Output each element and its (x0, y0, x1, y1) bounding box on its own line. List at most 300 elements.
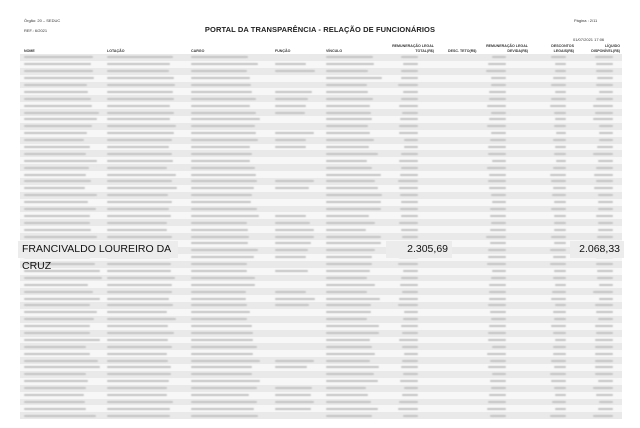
blurred-cell (107, 373, 171, 375)
blurred-cell (599, 125, 613, 127)
col-liquido: LÍQUIDO DISPONÍVEL(R$) (591, 44, 620, 53)
col-nome: NOME (24, 48, 35, 53)
blurred-cell (191, 125, 255, 127)
blurred-cell (404, 353, 418, 355)
table-row (20, 302, 622, 309)
blurred-cell (326, 353, 375, 355)
blurred-cell (552, 291, 566, 293)
blurred-cell (191, 146, 250, 148)
blurred-cell (490, 311, 506, 313)
table-row (20, 261, 622, 268)
blurred-cell (191, 167, 255, 169)
blurred-cell (107, 167, 167, 169)
blurred-cell (399, 105, 418, 107)
blurred-cell (107, 132, 174, 134)
blurred-cell (191, 408, 254, 410)
blurred-cell (275, 401, 314, 403)
blurred-cell (595, 353, 613, 355)
blurred-cell (326, 112, 371, 114)
page-number: Página : 2/11 (574, 18, 598, 23)
blurred-cell (554, 387, 566, 389)
table-row (20, 343, 622, 350)
blurred-cell (593, 291, 613, 293)
blurred-cell (488, 63, 506, 65)
table-row (20, 75, 622, 82)
blurred-cell (24, 401, 85, 403)
blurred-cell (107, 153, 172, 155)
blurred-cell (107, 380, 169, 382)
blurred-cell (107, 353, 167, 355)
blurred-cell (191, 187, 254, 189)
blurred-cell (191, 311, 250, 313)
blurred-cell (107, 332, 174, 334)
col-rem-total: REMUNERAÇÃO LEGAL TOTAL(R$) (392, 44, 434, 53)
blurred-cell (490, 229, 506, 231)
blurred-cell (191, 339, 253, 341)
blurred-cell (24, 229, 91, 231)
blurred-cell (326, 332, 379, 334)
blurred-cell (489, 91, 506, 93)
blurred-cell (191, 318, 247, 320)
blurred-cell (326, 298, 380, 300)
blurred-cell (488, 153, 506, 155)
blurred-cell (326, 222, 375, 224)
blurred-cell (401, 277, 418, 279)
blurred-cell (326, 194, 382, 196)
col-vinculo: VÍNCULO (326, 48, 343, 53)
blurred-cell (403, 270, 418, 272)
blurred-cell (191, 332, 253, 334)
blurred-cell (24, 346, 86, 348)
table-row (20, 233, 622, 240)
blurred-cell (107, 325, 168, 327)
table-row (20, 268, 622, 275)
blurred-cell (24, 139, 84, 141)
blurred-cell (326, 236, 381, 238)
blurred-cell (107, 270, 171, 272)
blurred-cell (402, 291, 418, 293)
blurred-cell (491, 84, 506, 86)
blurred-cell (107, 160, 173, 162)
blurred-cell (398, 84, 418, 86)
blurred-cell (24, 318, 94, 320)
blurred-cell (488, 332, 506, 334)
table-row (20, 164, 622, 171)
blurred-cell (594, 187, 613, 189)
blurred-cell (24, 360, 98, 362)
blurred-cell (398, 408, 418, 410)
blurred-cell (555, 394, 566, 396)
blurred-cell (401, 153, 418, 155)
blurred-cell (599, 132, 613, 134)
blurred-cell (191, 360, 260, 362)
blurred-cell (595, 360, 613, 362)
blurred-cell (24, 387, 86, 389)
blurred-cell (326, 139, 374, 141)
blurred-cell (326, 70, 368, 72)
blurred-cell (24, 84, 87, 86)
blurred-cell (326, 380, 378, 382)
blurred-cell (402, 236, 418, 238)
blurred-cell (275, 236, 314, 238)
blurred-cell (107, 394, 167, 396)
blurred-cell (551, 56, 566, 58)
table-row (20, 82, 622, 89)
blurred-cell (326, 394, 368, 396)
blurred-cell (326, 160, 367, 162)
blurred-cell (191, 222, 247, 224)
blurred-cell (489, 98, 506, 100)
blurred-cell (400, 174, 418, 176)
blurred-cell (550, 415, 566, 417)
blurred-cell (24, 146, 90, 148)
blurred-cell (399, 132, 418, 134)
blurred-cell (598, 222, 613, 224)
blurred-cell (596, 84, 613, 86)
table-row (20, 405, 622, 412)
blurred-cell (275, 98, 308, 100)
blurred-cell (24, 415, 96, 417)
blurred-cell (275, 180, 314, 182)
blurred-cell (400, 208, 418, 210)
blurred-cell (326, 146, 369, 148)
blurred-cell (488, 339, 506, 341)
blurred-cell (107, 139, 172, 141)
table-row (20, 54, 622, 61)
blurred-cell (596, 311, 613, 313)
blurred-cell (24, 208, 96, 210)
blurred-cell (107, 77, 174, 79)
blurred-cell (599, 91, 613, 93)
blurred-cell (107, 84, 175, 86)
blurred-cell (275, 360, 314, 362)
blurred-cell (107, 105, 170, 107)
blurred-cell (598, 408, 613, 410)
blurred-cell (598, 229, 613, 231)
blurred-cell (326, 187, 378, 189)
blurred-cell (326, 118, 372, 120)
blurred-cell (191, 298, 246, 300)
blurred-cell (551, 180, 566, 182)
blurred-cell (487, 353, 506, 355)
blurred-cell (191, 415, 258, 417)
blurred-cell (403, 415, 418, 417)
blurred-cell (596, 180, 613, 182)
blurred-cell (489, 291, 506, 293)
blurred-cell (399, 222, 418, 224)
blurred-cell (191, 84, 251, 86)
blurred-cell (326, 229, 366, 231)
blurred-cell (191, 105, 250, 107)
blurred-cell (490, 360, 506, 362)
blurred-cell (593, 118, 613, 120)
blurred-cell (488, 146, 506, 148)
blurred-cell (399, 401, 418, 403)
blurred-cell (107, 360, 168, 362)
blurred-cell (24, 332, 90, 334)
blurred-cell (489, 284, 506, 286)
blurred-cell (275, 91, 312, 93)
blurred-cell (492, 346, 506, 348)
blurred-cell (24, 77, 94, 79)
blurred-cell (24, 366, 100, 368)
blurred-cell (275, 270, 308, 272)
blurred-cell (401, 98, 418, 100)
table-row (20, 392, 622, 399)
blurred-cell (107, 277, 175, 279)
blurred-cell (24, 222, 90, 224)
table-row (20, 385, 622, 392)
blurred-cell (191, 180, 257, 182)
table-row (20, 316, 622, 323)
blurred-cell (595, 325, 613, 327)
blurred-cell (551, 298, 566, 300)
blurred-cell (326, 84, 367, 86)
blurred-cell (492, 160, 506, 162)
blurred-cell (595, 304, 613, 306)
blurred-cell (490, 208, 506, 210)
blurred-cell (191, 139, 258, 141)
blurred-cell (491, 387, 506, 389)
blurred-cell (490, 380, 506, 382)
blurred-cell (107, 318, 176, 320)
blurred-cell (275, 291, 306, 293)
table-row (20, 206, 622, 213)
blurred-cell (401, 215, 418, 217)
blurred-cell (551, 98, 566, 100)
blurred-cell (107, 284, 172, 286)
blurred-cell (191, 215, 259, 217)
blurred-cell (402, 332, 418, 334)
blurred-cell (553, 332, 566, 334)
blurred-cell (401, 77, 418, 79)
blurred-cell (24, 194, 97, 196)
blurred-cell (326, 174, 381, 176)
page-title: PORTAL DA TRANSPARÊNCIA - RELAÇÃO DE FUNCIONÁRIOS (204, 25, 436, 34)
blurred-cell (598, 380, 613, 382)
blurred-cell (489, 174, 506, 176)
blurred-cell (553, 277, 566, 279)
blurred-cell (596, 167, 613, 169)
blurred-cell (486, 236, 506, 238)
blurred-cell (326, 415, 372, 417)
blurred-cell (191, 174, 256, 176)
blurred-cell (191, 256, 254, 258)
table-row (20, 295, 622, 302)
blurred-cell (553, 256, 566, 258)
blurred-cell (24, 167, 89, 169)
blurred-cell (275, 229, 314, 231)
blurred-cell (107, 56, 173, 58)
blurred-cell (551, 236, 566, 238)
blurred-cell (555, 339, 566, 341)
table-row (20, 61, 622, 68)
blurred-cell (400, 118, 418, 120)
blurred-cell (489, 394, 506, 396)
blurred-cell (402, 394, 418, 396)
blurred-cell (107, 180, 172, 182)
blurred-cell (403, 318, 418, 320)
blurred-cell (598, 318, 613, 320)
blurred-cell (550, 249, 566, 251)
table-row (20, 68, 622, 75)
table-row (20, 130, 622, 137)
table-row (20, 309, 622, 316)
blurred-cell (555, 284, 566, 286)
blurred-cell (595, 366, 613, 368)
blurred-cell (24, 353, 90, 355)
blurred-cell (555, 408, 566, 410)
table-row (20, 109, 622, 116)
blurred-cell (551, 208, 566, 210)
blurred-cell (107, 146, 169, 148)
blurred-cell (599, 139, 613, 141)
blurred-cell (553, 77, 566, 79)
blurred-cell (191, 194, 252, 196)
table-row (20, 219, 622, 226)
blurred-cell (107, 408, 170, 410)
ref-label: REF.: 6/2021 (24, 28, 48, 33)
blurred-cell (404, 311, 418, 313)
table-row (20, 95, 622, 102)
blurred-cell (326, 263, 372, 265)
blurred-cell (107, 187, 177, 189)
blurred-cell (488, 304, 506, 306)
col-cargo: CARGO (191, 48, 205, 53)
blurred-cell (490, 139, 506, 141)
blurred-cell (191, 387, 257, 389)
blurred-cell (191, 242, 248, 244)
blurred-cell (554, 222, 566, 224)
blurred-cell (553, 187, 566, 189)
blurred-cell (326, 242, 381, 244)
blurred-cell (491, 222, 506, 224)
blurred-cell (107, 215, 171, 217)
blurred-cell (24, 70, 93, 72)
blurred-cell (555, 63, 566, 65)
blurred-cell (191, 112, 256, 114)
blurred-cell (595, 346, 613, 348)
blurred-cell (326, 153, 378, 155)
blurred-cell (491, 277, 506, 279)
blurred-cell (191, 346, 257, 348)
blurred-cell (191, 366, 252, 368)
blurred-cell (554, 366, 566, 368)
blurred-cell (326, 318, 367, 320)
blurred-cell (326, 270, 370, 272)
blurred-cell (489, 298, 506, 300)
blurred-cell (399, 339, 418, 341)
blurred-cell (24, 112, 99, 114)
blurred-cell (24, 277, 102, 279)
table-row (20, 123, 622, 130)
blurred-cell (326, 360, 370, 362)
blurred-cell (326, 401, 371, 403)
blurred-cell (491, 318, 506, 320)
blurred-cell (402, 112, 418, 114)
blurred-cell (24, 91, 88, 93)
blurred-cell (598, 201, 613, 203)
blurred-cell (487, 408, 506, 410)
blurred-cell (326, 201, 381, 203)
blurred-cell (275, 139, 306, 141)
blurred-cell (403, 373, 418, 375)
blurred-cell (401, 325, 418, 327)
table-row (20, 157, 622, 164)
blurred-cell (326, 105, 370, 107)
blurred-cell (191, 132, 256, 134)
blurred-cell (597, 270, 613, 272)
blurred-cell (107, 112, 174, 114)
col-lotacao: LOTAÇÃO (107, 48, 125, 53)
blurred-cell (326, 63, 374, 65)
table-row (20, 137, 622, 144)
blurred-cell (554, 229, 566, 231)
blurred-cell (326, 91, 368, 93)
blurred-cell (552, 401, 566, 403)
blurred-cell (191, 270, 247, 272)
blurred-cell (401, 366, 418, 368)
blurred-cell (107, 91, 173, 93)
col-desc-teto: DESC. TETO(R$) (448, 48, 477, 53)
blurred-cell (599, 298, 613, 300)
blurred-cell (399, 187, 418, 189)
blurred-cell (275, 70, 315, 72)
blurred-cell (275, 304, 309, 306)
blurred-cell (191, 284, 255, 286)
blurred-cell (326, 387, 366, 389)
blurred-cell (24, 284, 88, 286)
blurred-cell (107, 298, 169, 300)
blurred-cell (24, 408, 86, 410)
blurred-cell (326, 125, 368, 127)
blurred-cell (326, 215, 369, 217)
blurred-cell (107, 70, 169, 72)
blurred-cell (553, 167, 566, 169)
blurred-cell (554, 270, 566, 272)
blurred-cell (191, 91, 252, 93)
blurred-cell (555, 118, 566, 120)
blurred-cell (275, 63, 306, 65)
blurred-cell (326, 256, 372, 258)
blurred-cell (597, 77, 613, 79)
blurred-cell (595, 339, 613, 341)
blurred-cell (401, 229, 418, 231)
highlighted-liquido: 2.068,33 (570, 241, 624, 258)
blurred-cell (555, 91, 566, 93)
blurred-cell (24, 125, 92, 127)
blurred-cell (597, 277, 613, 279)
blurred-cell (488, 401, 506, 403)
blurred-cell (107, 236, 172, 238)
table-row (20, 330, 622, 337)
blurred-cell (107, 311, 167, 313)
blurred-cell (24, 236, 97, 238)
blurred-cell (488, 256, 506, 258)
blurred-cell (491, 112, 506, 114)
blurred-cell (24, 380, 88, 382)
blurred-cell (596, 394, 613, 396)
blurred-cell (593, 387, 613, 389)
blurred-cell (555, 146, 566, 148)
blurred-cell (554, 153, 566, 155)
blurred-cell (326, 408, 378, 410)
table-header (24, 40, 620, 54)
blurred-cell (24, 311, 97, 313)
blurred-cell (404, 146, 418, 148)
blurred-cell (492, 201, 506, 203)
blurred-cell (551, 84, 566, 86)
